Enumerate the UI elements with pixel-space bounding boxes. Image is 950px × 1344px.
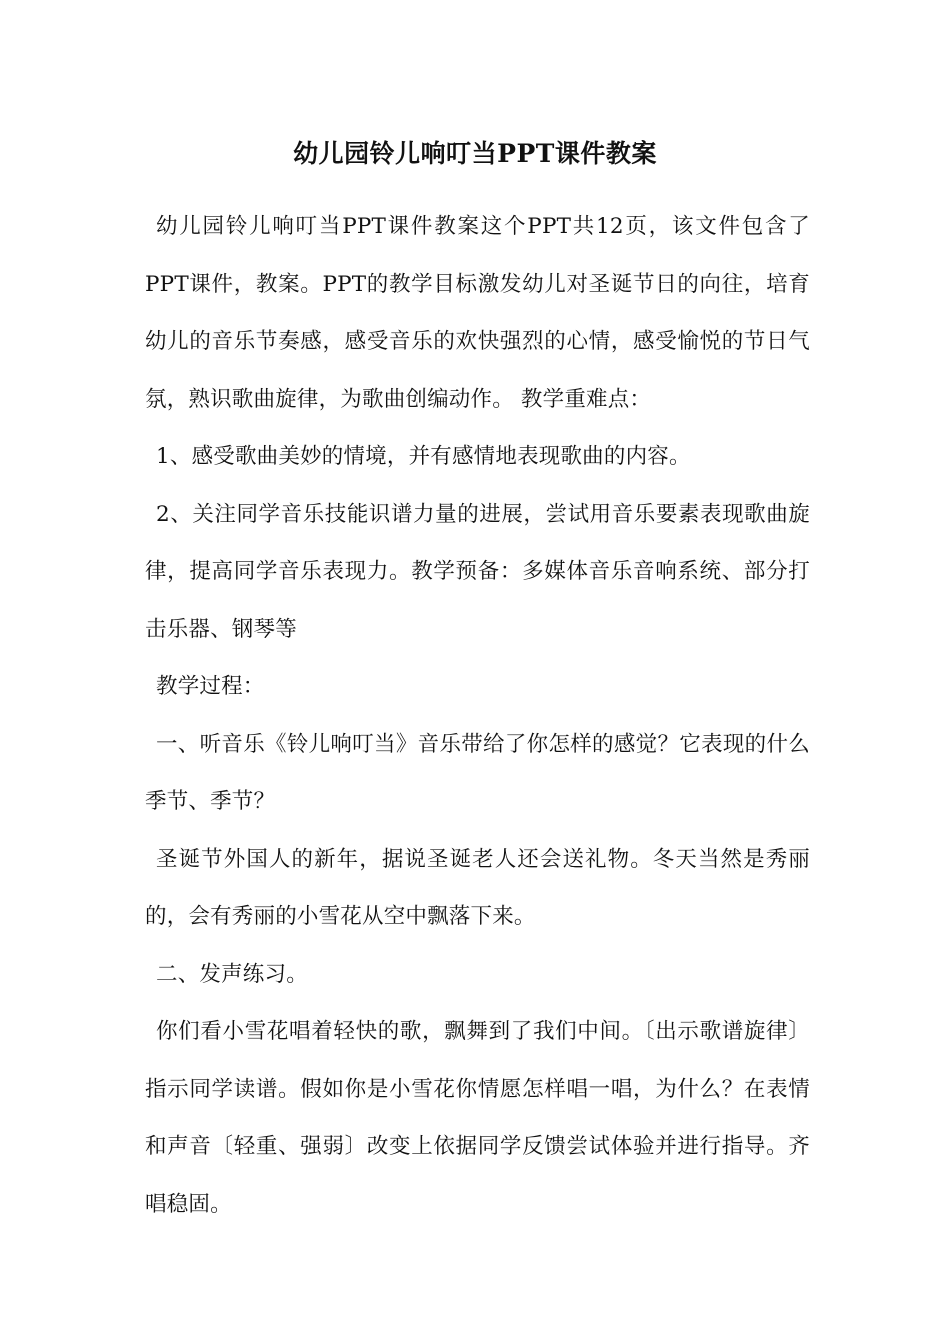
document-title: 幼儿园铃儿响叮当PPT课件教案 bbox=[293, 139, 657, 168]
paragraph-intro: 幼儿园铃儿响叮当PPT课件教案这个PPT共12页，该文件包含了PPT课件，教案。PPT的教学目标激发幼儿对圣诞节日的向往，培育幼儿的音乐节奏感，感受音乐的欢快强烈的心情，感受愉悦的节日气氛，熟识歌曲旋律，为歌曲创编动作。 教学重难点： bbox=[145, 214, 810, 412]
document-body bbox=[145, 198, 810, 1233]
paragraph-snowflake: 你们看小雪花唱着轻快的歌，飘舞到了我们中间。〔出示歌谱旋律〕 指示同学读谱。假如你是小雪花你情愿怎样唱一唱，为什么？在表情和声音〔轻重、强弱〕改变上依据同学反馈尝试体验并进行指导。齐唱稳固。 bbox=[145, 1019, 810, 1217]
paragraph-step-2: 二、发声练习。 bbox=[156, 961, 308, 987]
paragraph-christmas: 圣诞节外国人的新年，据说圣诞老人还会送礼物。冬天当然是秀丽的，会有秀丽的小雪花从空中飘落下来。 bbox=[145, 846, 810, 929]
paragraph-process-heading: 教学过程： bbox=[156, 674, 265, 699]
paragraph-point-1: 1、感受歌曲美妙的情境，并有感情地表现歌曲的内容。 bbox=[156, 444, 691, 469]
paragraph-step-1: 一、听音乐《铃儿响叮当》音乐带给了你怎样的感觉？它表现的什么季节、季节？ bbox=[145, 731, 810, 814]
paragraph-point-2: 2、关注同学音乐技能识谱力量的进展，尝试用音乐要素表现歌曲旋律，提高同学音乐表现力。教学预备：多媒体音乐音响系统、部分打击乐器、钢琴等 bbox=[145, 501, 810, 642]
